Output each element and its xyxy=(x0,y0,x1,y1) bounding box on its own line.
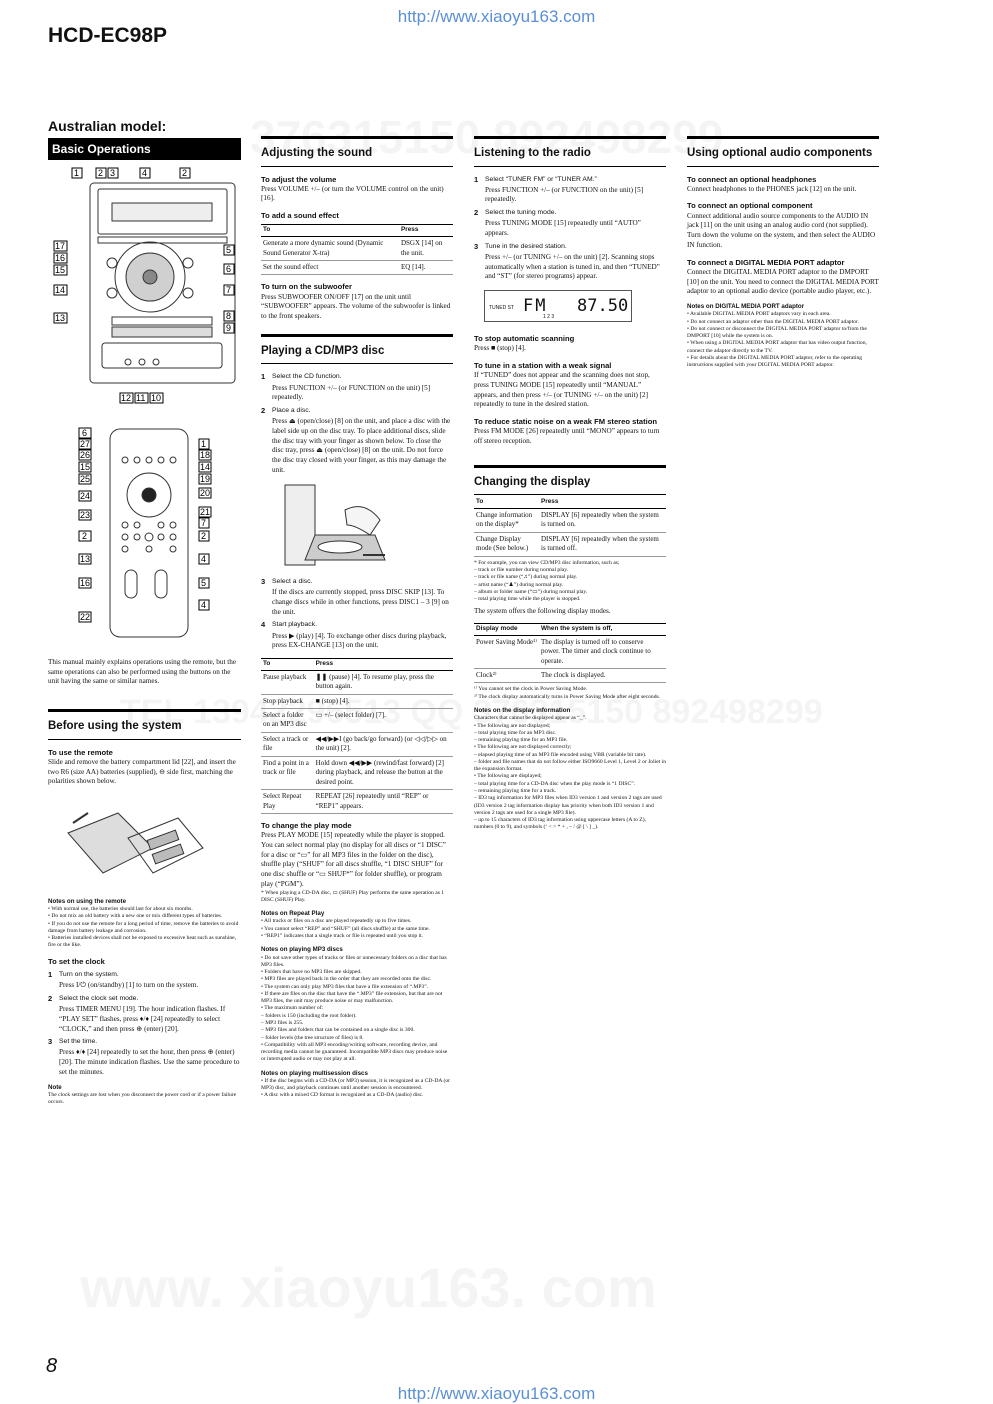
weak-signal-heading: To tune in a station with a weak signal xyxy=(474,361,612,371)
table-row: Generate a more dynamic sound (Dynamic Sound Generator X-tra) DSGX [14] on the unit. xyxy=(261,237,453,261)
unit-callout-1: 1 xyxy=(74,168,80,178)
subwoofer-text: Press SUBWOOFER ON/OFF [17] on the unit until “SUBWOOFER” appears. The volume of the subwoofer is linked to the front speakers. xyxy=(261,292,451,321)
dmport-notes-heading: Notes on DIGITAL MEDIA PORT adaptor xyxy=(687,303,805,311)
remote-diagram xyxy=(75,425,225,640)
dmport-notes-list: • Available DIGITAL MEDIA PORT adaptors vary in each area. • Do not connect an adaptor other than the DIGITAL MEDIA PORT adaptor. • Do not connect or disconnect the DIGITAL MEDIA PORT adaptor to/from the DMPORT [10] while the system is on. • When using a DIGITAL MEDIA PORT adaptor that has video output function, connect the adaptor directly to the TV. • For details about the DIGITAL MEDIA PORT adaptor, refer to the operating instructions supplied with your DIGITAL MEDIA PORT adaptor. xyxy=(687,311,867,369)
table-row: Find a point in a track or file Hold down ◀◀/▶▶ (rewind/fast forward) [2] during playback, and release the button at the desired point. xyxy=(261,756,453,789)
disc-tray-illustration xyxy=(275,480,395,570)
subwoofer-heading: To turn on the subwoofer xyxy=(261,282,352,292)
static-noise-heading: To reduce static noise on a weak FM stereo station xyxy=(474,417,657,427)
column-4 xyxy=(687,136,879,370)
unit-callout-7: 7 xyxy=(226,285,232,295)
battery-illustration xyxy=(58,793,208,888)
remote-callout-27: 27 xyxy=(80,439,91,449)
mode-footnote: * When playing a CD-DA disc, ▭ (SHUF) Play performs the same operation as 1 DISC (SHUF) Play. xyxy=(261,889,445,903)
remote-callout-24: 24 xyxy=(80,491,91,501)
unit-callout-6: 6 xyxy=(226,264,232,274)
notes-remote-heading: Notes on using the remote xyxy=(48,897,127,905)
unit-callout-5: 5 xyxy=(226,245,232,255)
column-1-text xyxy=(48,658,241,1106)
remote-callout-r1: 1 xyxy=(201,439,207,449)
note-text: The clock settings are lost when you disconnect the power cord or if a power failure occurs. xyxy=(48,1091,237,1106)
volume-text: Press VOLUME +/– (or turn the VOLUME control on the unit) [16]. xyxy=(261,184,444,203)
model-title: HCD-EC98P xyxy=(48,24,168,47)
table-row: Select a folder on an MP3 disc ▭ +/– (select folder) [7]. xyxy=(261,709,453,733)
table-row: Stop playback ■ (stop) [4]. xyxy=(261,694,453,708)
table-row: Pause playback ❚❚ (pause) [4]. To resume play, press the button again. xyxy=(261,670,453,694)
dmport-heading: To connect a DIGITAL MEDIA PORT adaptor xyxy=(687,257,845,267)
intro-text: This manual mainly explains operations using the remote, but the same operations can also be performed using the buttons on the unit having the same or similar names. xyxy=(48,658,237,686)
multisession-notes-list: • If the disc begins with a CD-DA (or MP3) session, it is recognized as a CD-DA (or MP3) disc, and playback continues until another session is encountered. • A disc with a mixed CD format is recognized as a CD-DA (audio) disc. xyxy=(261,1077,451,1099)
unit-callout-11: 11 xyxy=(136,393,146,403)
note-item: • Batteries installed devices shall not be exposed to excessive heat such as sunshine, fire or the like. xyxy=(48,935,237,949)
remote-callout-18: 18 xyxy=(200,450,211,460)
cd-step-4: 4 Start playback. Press ▶ (play) [4]. To exchange other discs during playback, press EX-CHANGE [13] on the unit. xyxy=(261,620,447,650)
table-row: Clock²⁾ The clock is displayed. xyxy=(474,669,666,683)
multisession-notes-heading: Notes on playing multisession discs xyxy=(261,1069,368,1077)
unit-callout-13: 13 xyxy=(55,313,66,323)
stop-scan-heading: To stop automatic scanning xyxy=(474,334,575,344)
mode-text: Press PLAY MODE [15] repeatedly while the player is stopped. You can select normal play (no display for all discs or “1 DISC” for a disc or “▭” for all MP3 files in the folder on the disc), shuffle play (“SHUF” for all discs shuffle, “1 DISC SHUF” for one disc shuffle or “▭ SHUF*” for folder shuffle), or program play (“PGM”). xyxy=(261,831,446,888)
display-band: FM xyxy=(523,296,548,317)
main-unit-diagram xyxy=(50,165,240,410)
table-row: Select Repeat Play REPEAT [26] repeatedly until “REP” or “REP1” appears. xyxy=(261,790,453,814)
repeat-notes-heading: Notes on Repeat Play xyxy=(261,910,325,918)
radio-step-3: 3 Tune in the desired station. Press +/– (or TUNING +/– on the unit) [2]. Scanning stops automatically when a station is tuned in, and then “TUNED” and “ST” (for stereo programs) appear. xyxy=(474,241,660,281)
unit-callout-9: 9 xyxy=(226,323,232,333)
mp3-notes-list: • Do not save other types of tracks or files or unnecessary folders on a disc that has MP3 files. • Folders that have no MP3 files are skipped. • MP3 files are played back in the order that they are recorded onto the disc. • The system can only play MP3 files that have a file extension of “.MP3”. • If there are files on the disc that have the “.MP3” file extension, but that are not MP3 files, the unit may produce noise or may malfunction. • The maximum number of: – folders is 150 (including the root folder). – MP3 files is 255. – MP3 files and folders that can be contained on a single disc is 300. – folder levels (the tree structure of files) is 8. • Compatibility with all MP3 encoding/writing software, recording device, and recording media cannot be guaranteed. Incompatible MP3 discs may produce noise or interrupted audio or may not play at all. xyxy=(261,954,448,1063)
remote-callout-r4b: 4 xyxy=(201,600,207,610)
section-title-basic-operations: Basic Operations xyxy=(48,138,241,160)
unit-callout-14: 14 xyxy=(55,285,66,295)
remote-callout-6: 6 xyxy=(82,428,88,438)
remote-callout-r7: 7 xyxy=(201,518,207,528)
note-item: • If you do not use the remote for a long period of time, remove the batteries to avoid damage from battery leakage and corrosion. xyxy=(48,920,239,934)
remote-callout-19: 19 xyxy=(200,474,211,484)
play-table: To Press Pause playback ❚❚ (pause) [4]. To resume play, press the button again. Stop playback ■ (stop) [4]. Select a folder on an MP3 disc ▭ +/– (select folder) [7]. Select a track or file ◀◀/▶▶I (go back/go forward) (or ◁◁/▷▷ on the unit) [2]. Find a point in a track or file Hold down ◀◀/▶▶ (rewind/fast forward) [2] during playback, and release the button at the desired point. Select Repeat Play REPEAT [26] repeatedly until “REP” or “REP1” appears. xyxy=(261,658,453,814)
page-number: 8 xyxy=(46,1355,58,1377)
table-row: Power Saving Mode¹⁾ The display is turned off to conserve power. The timer and clock continue to operate. xyxy=(474,635,666,668)
display-modes-table: Display mode When the system is off, Power Saving Mode¹⁾ The display is turned off to conserve power. The timer and clock continue to operate. Clock²⁾ The clock is displayed. xyxy=(474,623,666,683)
dmport-text: Connect the DIGITAL MEDIA PORT adaptor to the DMPORT [10] on the unit. You need to connect the DIGITAL MEDIA PORT adaptor to an optional audio device (portable audio player, etc.). xyxy=(687,267,879,296)
section-title-adjusting-sound: Adjusting the sound xyxy=(261,136,453,167)
clock-heading: To set the clock xyxy=(48,956,105,966)
display-footnote: * For example, you can view CD/MP3 disc information, such as; – track or file number during normal play. – track or file name (“♫”) during normal play. – artist name (“♟”) during normal play. – album or folder name (“▭”) during normal play. – total playing time while the player is stopped. xyxy=(474,559,620,603)
unit-callout-3: 3 xyxy=(110,168,116,178)
remote-callout-23: 23 xyxy=(80,510,91,520)
section-title-before-using: Before using the system xyxy=(48,709,241,740)
component-heading: To connect an optional component xyxy=(687,201,813,211)
remote-callout-20: 20 xyxy=(200,488,211,498)
remote-callout-r2: 2 xyxy=(201,531,207,541)
display-table: To Press Change information on the display* DISPLAY [6] repeatedly when the system is turned on. Change Display mode (See below.) DISPLAY [6] repeatedly when the system is turned off. xyxy=(474,497,666,556)
repeat-notes-list: • All tracks or files on a disc are played repeatedly up to five times. • You cannot select “REP” and “SHUF” (all discs shuffle) at the same time. • “REP1” indicates that a single track or file is repeated until you stop it. xyxy=(261,918,430,939)
remote-callout-13: 13 xyxy=(80,554,91,564)
remote-callout-2: 2 xyxy=(82,531,88,541)
volume-heading: To adjust the volume xyxy=(261,174,337,184)
unit-callout-12: 12 xyxy=(121,393,132,403)
clock-step-3: 3 Set the time. Press ♦/♦ [24] repeatedly to set the hour, then press ⊕ (enter) [20]. The minute indication flashes. Use the same procedure to set the minutes. xyxy=(48,1037,240,1076)
watermark-bottom xyxy=(80,1250,657,1326)
modes-footnote: ¹⁾ You cannot set the clock in Power Saving Mode. ²⁾ The clock display automatically turns in Power Saving Mode after eight seconds. xyxy=(474,686,661,700)
note-item: • With normal use, the batteries should last for about six months. xyxy=(48,906,193,913)
remote-callout-25: 25 xyxy=(80,474,91,484)
table-row: Change Display mode (See below.) DISPLAY [6] repeatedly when the system is turned off. xyxy=(474,532,666,556)
top-url[interactable]: http://www.xiaoyu163.com xyxy=(397,7,596,26)
column-1 xyxy=(48,138,241,160)
remote-text: Slide and remove the battery compartment lid [22], and insert the two R6 (size AA) batteries (supplied), ⊖ side first, matching the polarities shown below. xyxy=(48,757,236,786)
modes-intro: The system offers the following display modes. xyxy=(474,607,611,616)
section-title-playing-cd: Playing a CD/MP3 disc xyxy=(261,334,453,365)
remote-callout-22: 22 xyxy=(80,612,91,622)
component-text: Connect additional audio source components to the AUDIO IN jack [11] on the unit using an analog audio cord (not supplied). Turn down the volume on the system, and then select the AUDIO IN function. xyxy=(687,211,876,249)
unit-callout-10: 10 xyxy=(151,393,162,403)
unit-callout-15: 15 xyxy=(55,265,66,275)
section-title-radio: Listening to the radio xyxy=(474,136,666,167)
table-row: Change information on the display* DISPLAY [6] repeatedly when the system is turned on. xyxy=(474,509,666,533)
mp3-notes-heading: Notes on playing MP3 discs xyxy=(261,946,343,954)
column-2 xyxy=(261,136,453,1100)
region-title: Australian model: xyxy=(48,118,167,134)
unit-callout-2b: 2 xyxy=(182,168,188,178)
unit-callout-2: 2 xyxy=(98,168,104,178)
table-row: Select a track or file ◀◀/▶▶I (go back/go forward) (or ◁◁/▷▷ on the unit) [2]. xyxy=(261,732,453,756)
radio-step-2: 2 Select the tuning mode. Press TUNING MODE [15] repeatedly until “AUTO” appears. xyxy=(474,208,641,238)
weak-signal-text: If “TUNED” does not appear and the scanning does not stop, press TUNING MODE [15] repeatedly until “MANUAL” appears, and then press +/– (or TUNING +/– on the unit) [2] repeatedly to tune in the desired station. xyxy=(474,371,650,409)
headphones-text: Connect headphones to the PHONES jack [12] on the unit. xyxy=(687,184,857,193)
remote-callout-15: 15 xyxy=(80,462,91,472)
notes-remote-list xyxy=(48,906,241,950)
unit-callout-8: 8 xyxy=(226,311,232,321)
effect-table: To Press Generate a more dynamic sound (Dynamic Sound Generator X-tra) DSGX [14] on the unit. Set the sound effect EQ [14]. xyxy=(261,224,453,275)
remote-callout-r4: 4 xyxy=(201,554,207,564)
headphones-heading: To connect an optional headphones xyxy=(687,174,817,184)
unit-callout-4: 4 xyxy=(142,168,148,178)
section-title-optional-components: Using optional audio components xyxy=(687,136,879,167)
cd-step-1: 1 Select the CD function. Press FUNCTION +/– (or FUNCTION on the unit) [5] repeatedly. xyxy=(261,372,431,402)
mode-heading: To change the play mode xyxy=(261,820,352,830)
note-item: • Do not mix an old battery with a new one or mix different types of batteries. xyxy=(48,913,223,920)
display-indicator: TUNED ST xyxy=(489,305,514,312)
display-info-heading: Notes on the display information xyxy=(474,706,571,714)
remote-heading: To use the remote xyxy=(48,747,113,757)
effect-heading: To add a sound effect xyxy=(261,211,339,221)
display-info-list: Characters that cannot be displayed appear as “_”. • The following are not displayed; – total playing time for an MP3 disc. – remaining playing time for an MP3 file. • The following are not displayed correctly; – elapsed playing time of an MP3 file encoded using VBR (variable bit rate). – folder and file names that do not follow either ISO9660 Level 1, Level 2 or Joliet in the expansion format. • The following are displayed; – total playing time for a CD-DA disc when the play mode is “1 DISC”. – remaining playing time for a track. – ID3 tag information for MP3 files when ID3 version 1 and version 2 tags are used (ID3 version 2 tag information display has priority when both ID3 version 1 and version 2 tags are used for a single MP3 file). – up to 15 characters of ID3 tag information using uppercase letters (A to Z), numbers (0 to 9), and symbols (‘ < > * + , – / @ [ \ ] _). xyxy=(474,715,667,831)
clock-step-1: 1 Turn on the system. Press I/⏻ (on/standby) [1] to turn on the system. xyxy=(48,970,199,990)
cd-step-3: 3 Select a disc. If the discs are currently stopped, press DISC SKIP [13]. To change discs while in other functions, press DISC1 – 3 [9] on the unit. xyxy=(261,577,449,616)
display-preset: 1 2 3 xyxy=(543,314,555,321)
tuner-display xyxy=(484,290,632,322)
display-frequency: 87.50 xyxy=(577,296,629,317)
bottom-url[interactable]: http://www.xiaoyu163.com xyxy=(397,1384,596,1403)
remote-callout-14: 14 xyxy=(200,462,211,472)
radio-step-1: 1 Select “TUNER FM” or “TUNER AM.” Press FUNCTION +/– (or FUNCTION on the unit) [5] repeatedly. xyxy=(474,174,644,204)
clock-step-2: 2 Select the clock set mode. Press TIMER MENU [19]. The hour indication flashes. If “PLAY SET” flashes, press ♦/♦ [24] repeatedly to select “CLOCK,” and then press ⊕ (enter) [20]. xyxy=(48,993,226,1033)
column-3 xyxy=(474,136,666,832)
stop-scan-text: Press ■ (stop) [4]. xyxy=(474,344,526,353)
unit-callout-17: 17 xyxy=(55,241,66,251)
cd-step-2: 2 Place a disc. Press ⏏ (open/close) [8] on the unit, and place a disc with the label side up on the disc tray. To place additional discs, slide the disc tray with your finger as shown below. To close the disc tray, press ⏏ (open/close) [8] on the unit. Do not force the disc tray closed with your finger, as this may damage the unit. xyxy=(261,405,451,474)
remote-callout-16: 16 xyxy=(80,578,91,588)
remote-callout-r5: 5 xyxy=(201,578,207,588)
table-row: Set the sound effect EQ [14]. xyxy=(261,260,453,274)
static-noise-text: Press FM MODE [26] repeatedly until “MONO” appears to turn off stereo reception. xyxy=(474,427,660,446)
note-heading: Note xyxy=(48,1083,62,1091)
unit-callout-16: 16 xyxy=(55,253,66,263)
remote-callout-26: 26 xyxy=(80,450,91,460)
remote-callout-21: 21 xyxy=(200,507,211,517)
section-title-display: Changing the display xyxy=(474,465,666,496)
